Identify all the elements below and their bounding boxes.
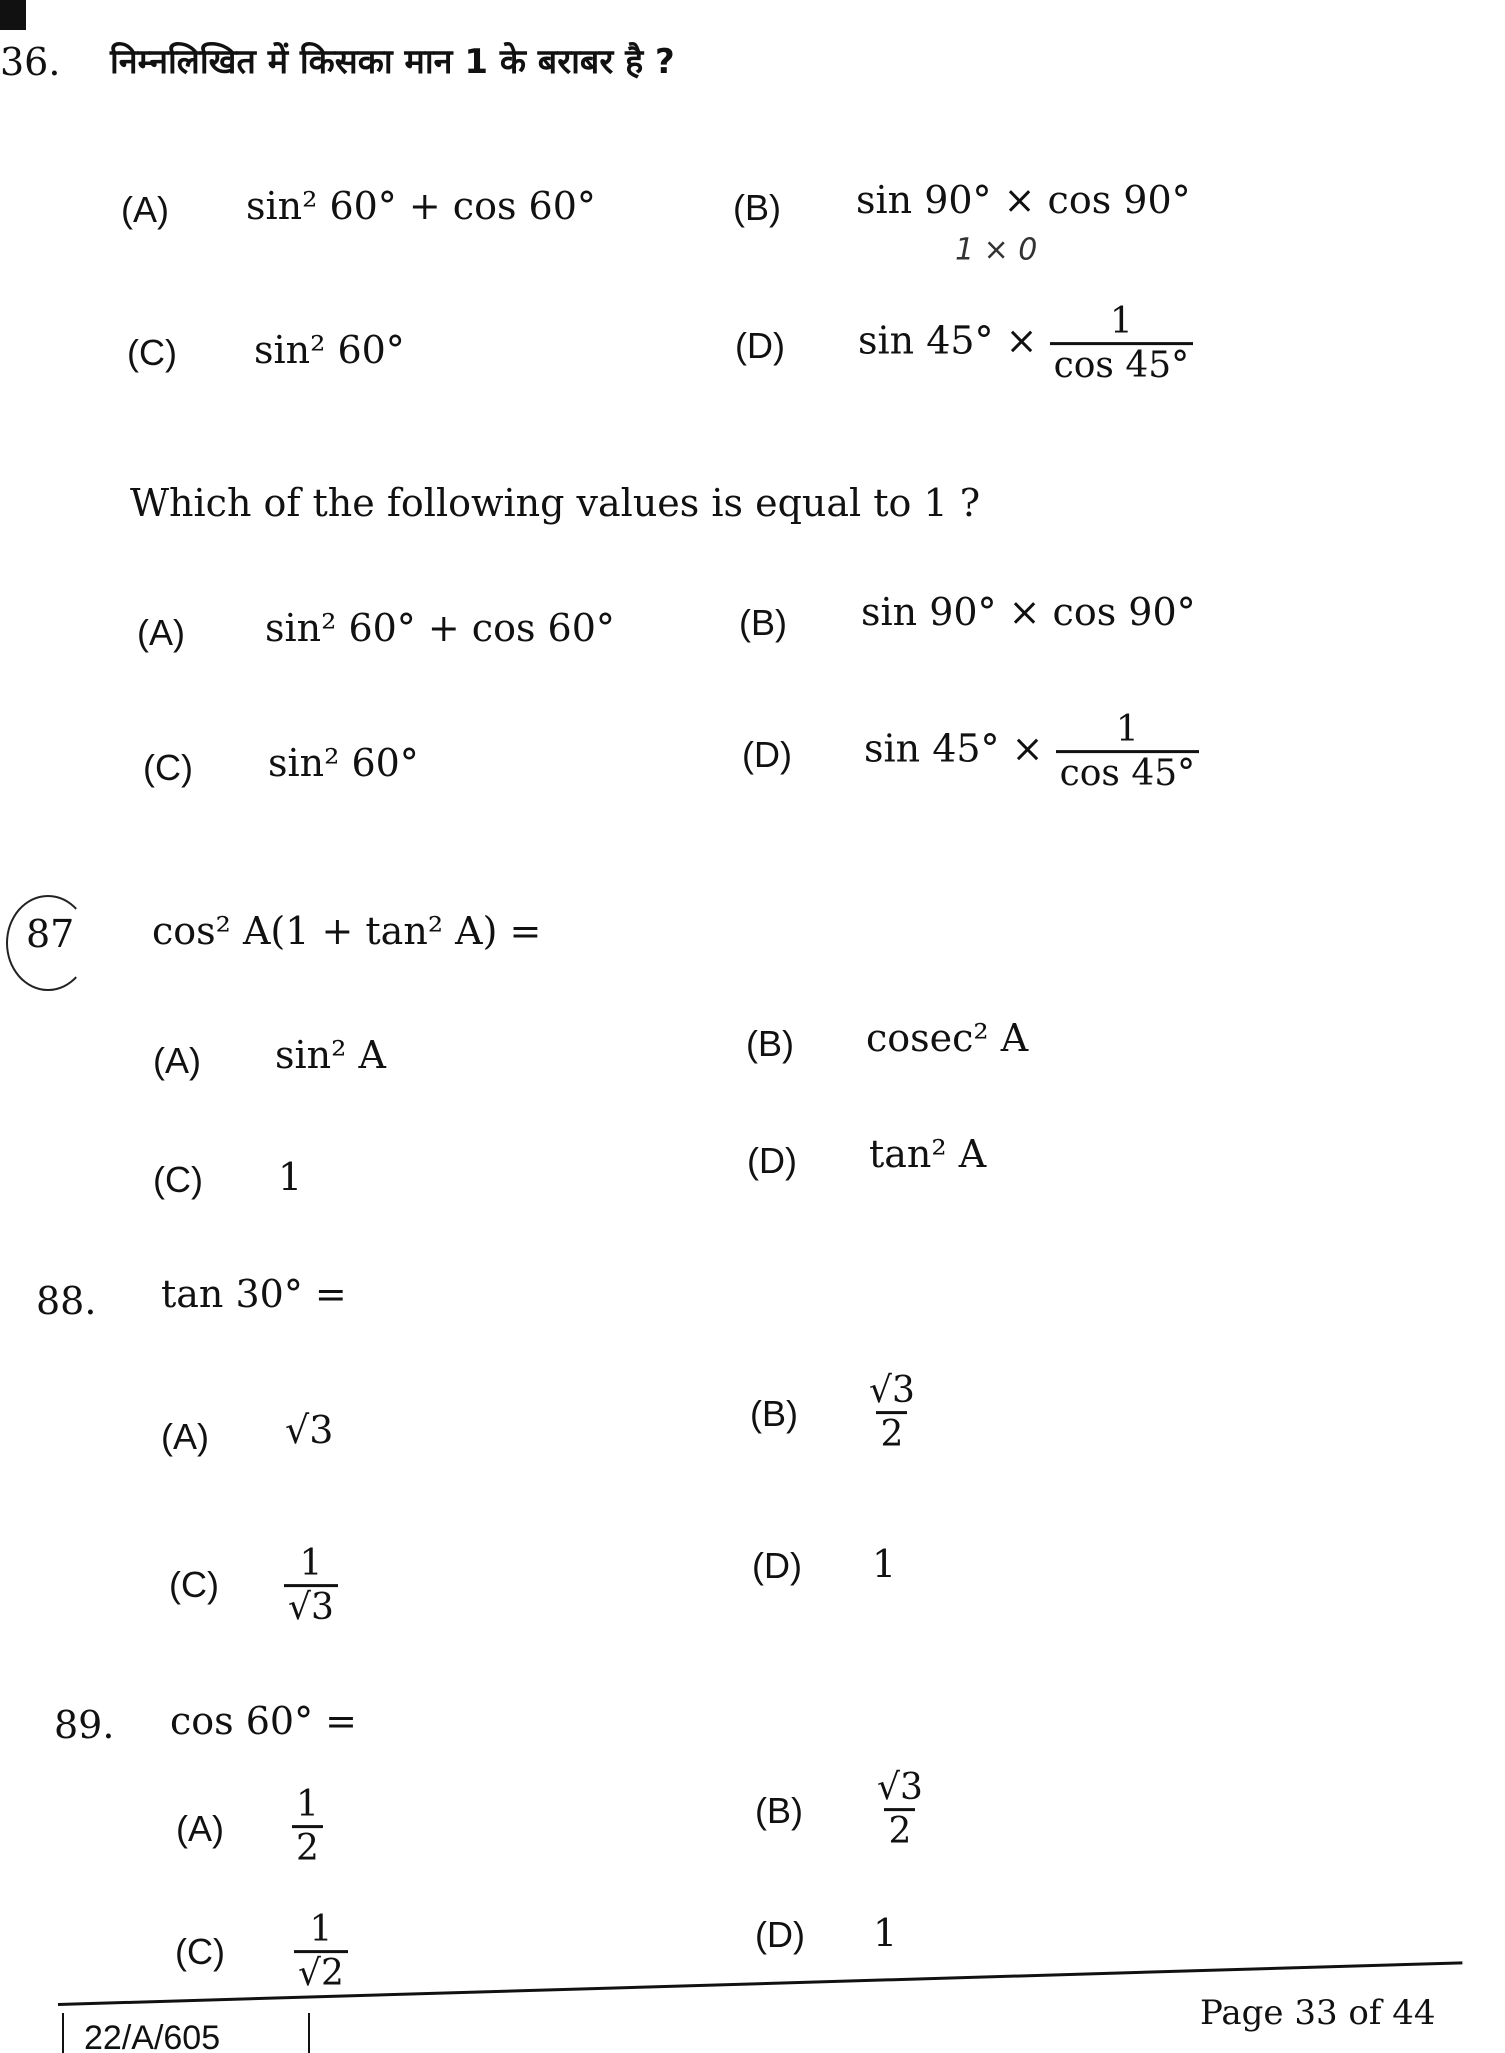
option-expr: 1	[873, 1911, 898, 1955]
option-expr	[858, 301, 1193, 387]
numerator: 1	[309, 1909, 333, 1951]
fraction	[1050, 301, 1194, 387]
option-label: (A)	[176, 1808, 224, 1849]
numerator: 1	[299, 1543, 323, 1585]
numerator: √3	[877, 1767, 923, 1809]
numerator: 1	[1115, 709, 1139, 751]
option-label: (C)	[143, 747, 193, 788]
option-expr: 1	[872, 1542, 897, 1586]
question-number: 89.	[54, 1703, 115, 1747]
option-expr: tan² A	[869, 1132, 987, 1176]
option-label: (D)	[752, 1545, 802, 1586]
fraction	[865, 1370, 919, 1456]
paper-code-box	[62, 2013, 310, 2053]
paper-code: 22/A/605	[84, 2019, 221, 2053]
fraction	[873, 1767, 927, 1853]
option-label: (B)	[733, 187, 781, 228]
option-label: (B)	[746, 1023, 794, 1064]
handwritten-note: 1 × 0	[955, 232, 1038, 268]
option-label: (A)	[153, 1040, 201, 1081]
option-label: (D)	[747, 1140, 797, 1181]
option-expr: sin 90° × cos 90°	[856, 178, 1191, 222]
option-expr-text: sin 45° ×	[858, 318, 1038, 363]
option-expr: sin 90° × cos 90°	[861, 590, 1196, 634]
option-expr	[864, 709, 1199, 795]
option-label: (A)	[121, 189, 169, 230]
denominator: cos 45°	[1050, 343, 1194, 387]
denominator: 2	[292, 1826, 323, 1870]
section-marker	[0, 0, 26, 30]
question-text-english: Which of the following values is equal to 1 ?	[130, 481, 981, 525]
option-expr: sin² 60°	[268, 741, 419, 785]
option-label: (B)	[755, 1790, 803, 1831]
option-label: (C)	[127, 332, 177, 373]
option-label: (C)	[175, 1931, 225, 1972]
option-label: (D)	[742, 734, 792, 775]
option-label: (B)	[750, 1393, 798, 1434]
question-number: 88.	[36, 1279, 97, 1323]
numerator: √3	[869, 1370, 915, 1412]
option-label: (B)	[739, 602, 787, 643]
fraction	[1056, 709, 1200, 795]
option-expr: sin² 60° + cos 60°	[265, 606, 615, 650]
option-expr: √3	[285, 1408, 334, 1452]
question-text-hindi: निम्नलिखित में किसका मान 1 के बराबर है ?	[110, 42, 675, 82]
denominator: 2	[876, 1412, 907, 1456]
numerator: 1	[1109, 301, 1133, 343]
question-text: cos 60° =	[170, 1699, 358, 1743]
option-expr: sin² 60°	[254, 328, 405, 372]
option-label: (C)	[169, 1564, 219, 1605]
option-label: (D)	[755, 1914, 805, 1955]
page-number: Page 33 of 44	[1200, 1993, 1436, 2033]
option-expr: 1	[278, 1155, 303, 1199]
fraction	[292, 1784, 323, 1870]
option-expr: cosec² A	[866, 1016, 1029, 1060]
fraction	[294, 1909, 348, 1995]
question-text: cos² A(1 + tan² A) =	[152, 909, 542, 953]
option-expr: sin² 60° + cos 60°	[246, 184, 596, 228]
option-label: (D)	[735, 325, 785, 366]
denominator: √2	[294, 1951, 348, 1995]
denominator: cos 45°	[1056, 751, 1200, 795]
option-expr-text: sin 45° ×	[864, 726, 1044, 771]
fraction	[284, 1543, 338, 1629]
denominator: √3	[284, 1585, 338, 1629]
question-number: 36.	[0, 40, 61, 84]
option-label: (C)	[153, 1159, 203, 1200]
numerator: 1	[296, 1784, 319, 1826]
option-label: (A)	[137, 612, 185, 653]
option-label: (A)	[161, 1416, 209, 1457]
question-text: tan 30° =	[161, 1272, 347, 1316]
option-expr: sin² A	[275, 1033, 386, 1077]
question-number: 87	[26, 912, 75, 956]
denominator: 2	[884, 1809, 915, 1853]
